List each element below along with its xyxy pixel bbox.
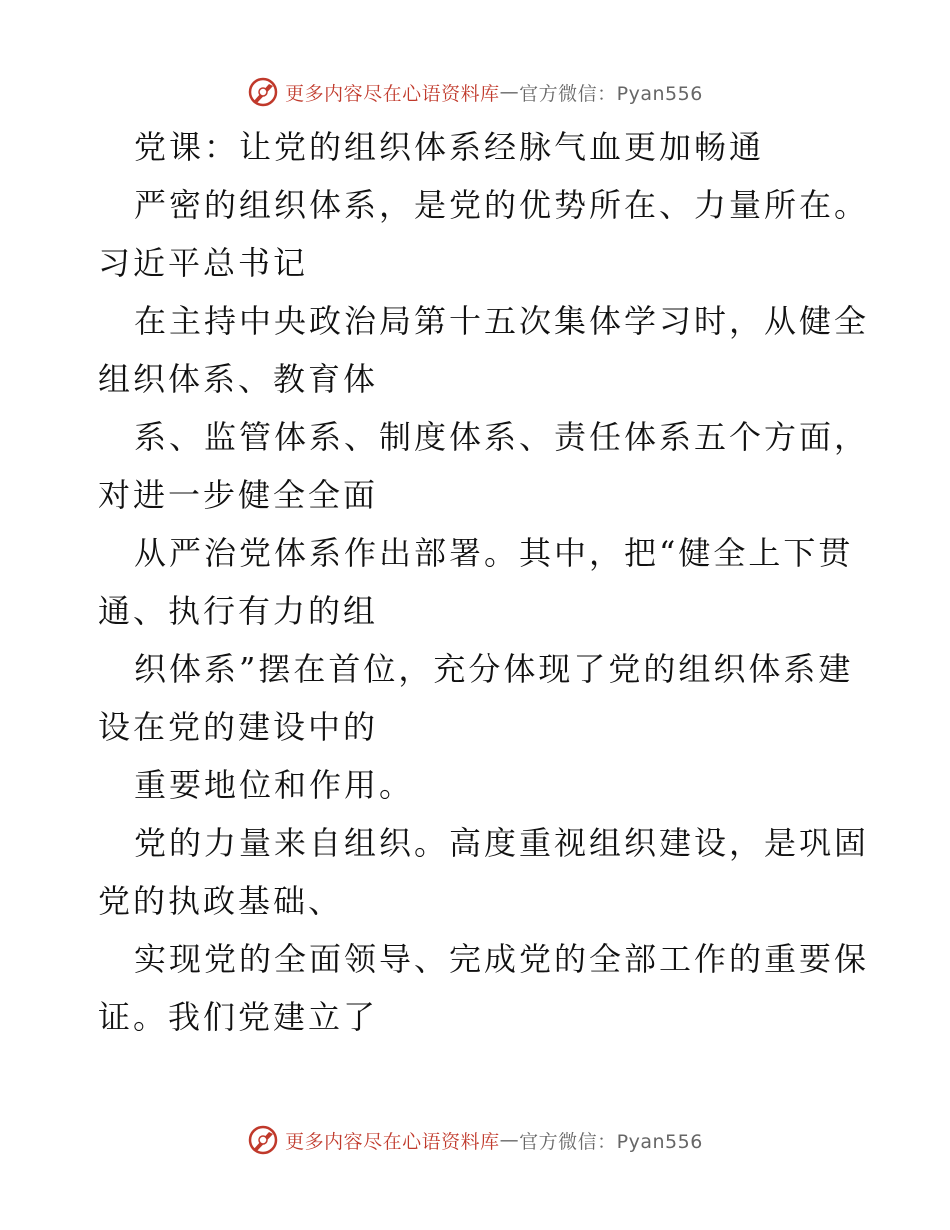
header-banner-dash: — bbox=[499, 81, 520, 103]
footer-banner-dash: — bbox=[499, 1129, 520, 1151]
header-banner bbox=[0, 72, 950, 112]
header-banner-text: 更多内容尽在心语资料库 bbox=[285, 82, 500, 105]
paragraph-line: 通、执行有力的组 bbox=[98, 592, 379, 630]
paragraph-line: 设在党的建设中的 bbox=[98, 708, 379, 746]
paragraph-line: 从严治党体系作出部署。其中，把“健全上下贯 bbox=[134, 534, 854, 572]
header-banner-wechat: 官方微信：Pyan556 bbox=[519, 82, 703, 105]
paragraph-line: 证。我们党建立了 bbox=[98, 998, 379, 1036]
document-body bbox=[98, 118, 870, 1046]
paragraph-line: 织体系”摆在首位，充分体现了党的组织体系建 bbox=[134, 650, 854, 688]
paragraph-line: 在主持中央政治局第十五次集体学习时，从健全 bbox=[134, 302, 870, 340]
paragraph-line: 重要地位和作用。 bbox=[134, 766, 415, 804]
paragraph-line: 对进一步健全全面 bbox=[98, 476, 379, 514]
paragraph-line: 习近平总书记 bbox=[98, 244, 309, 282]
quill-circle-icon bbox=[247, 1124, 279, 1156]
footer-banner-text: 更多内容尽在心语资料库 bbox=[285, 1130, 500, 1153]
paragraph-line: 实现党的全面领导、完成党的全部工作的重要保 bbox=[134, 940, 870, 978]
paragraph-line: 严密的组织体系，是党的优势所在、力量所在。 bbox=[134, 186, 870, 224]
footer-banner-wechat: 官方微信：Pyan556 bbox=[519, 1130, 703, 1153]
document-title: 党课：让党的组织体系经脉气血更加畅通 bbox=[134, 128, 765, 166]
paragraph-line: 党的执政基础、 bbox=[98, 882, 344, 920]
paragraph-line: 组织体系、教育体 bbox=[98, 360, 379, 398]
paragraph-line: 系、监管体系、制度体系、责任体系五个方面， bbox=[134, 418, 870, 456]
quill-circle-icon bbox=[247, 76, 279, 108]
paragraph-line: 党的力量来自组织。高度重视组织建设，是巩固 bbox=[134, 824, 870, 862]
footer-banner bbox=[0, 1120, 950, 1160]
